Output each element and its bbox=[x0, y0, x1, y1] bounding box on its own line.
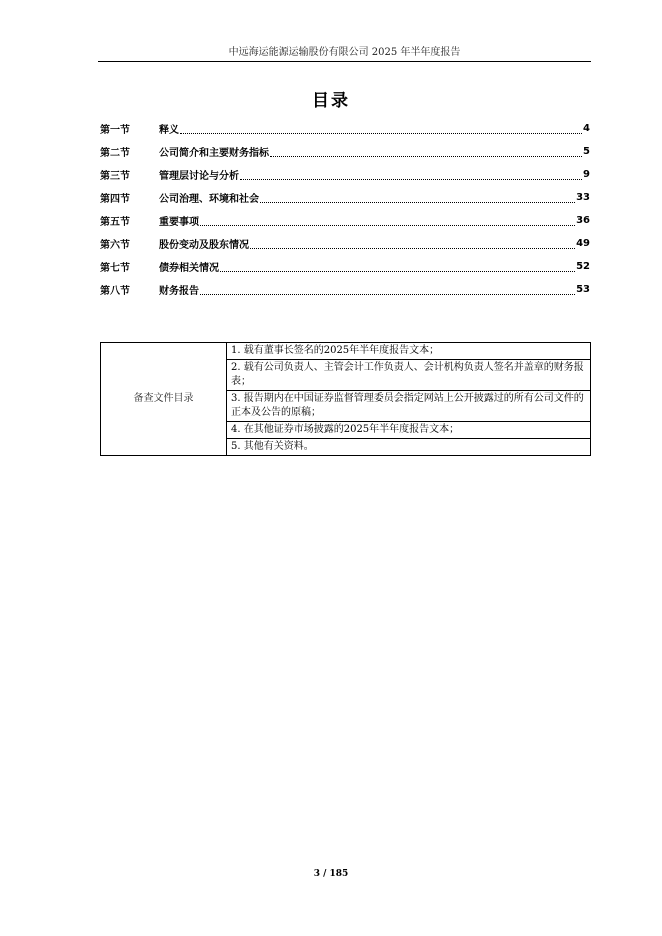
toc-section-title: 债券相关情况 bbox=[159, 263, 219, 274]
toc-leader-dots bbox=[220, 262, 575, 272]
reference-files-table bbox=[100, 342, 591, 456]
toc-leader-dots bbox=[260, 193, 575, 203]
reference-file-item: 5. 其他有关资料。 bbox=[227, 439, 591, 456]
toc-entry[interactable] bbox=[100, 255, 590, 278]
toc-entry[interactable] bbox=[100, 186, 590, 209]
reference-file-item: 3. 报告期内在中国证券监督管理委员会指定网站上公开披露过的所有公司文件的正本及公告的原稿； bbox=[227, 391, 591, 422]
toc-leader-dots bbox=[200, 285, 575, 295]
toc-leader-dots bbox=[270, 147, 582, 157]
toc-section-number: 第四节 bbox=[100, 194, 130, 205]
toc-page-number: 4 bbox=[583, 123, 590, 134]
page-header: 中远海运能源运输股份有限公司 2025 年半年度报告 bbox=[228, 47, 461, 58]
page-title: 目录 bbox=[312, 91, 350, 111]
toc-section-number: 第六节 bbox=[100, 240, 130, 251]
toc-entry[interactable] bbox=[100, 140, 590, 163]
toc-entry[interactable] bbox=[100, 278, 590, 301]
toc-leader-dots bbox=[240, 170, 582, 180]
toc-page-number: 36 bbox=[576, 215, 590, 226]
toc-section-title: 股份变动及股东情况 bbox=[159, 240, 249, 251]
reference-files-label: 备查文件目录 bbox=[101, 343, 227, 456]
reference-file-item: 2. 载有公司负责人、主管会计工作负责人、会计机构负责人签名并盖章的财务报表； bbox=[227, 360, 591, 391]
toc-leader-dots bbox=[180, 124, 582, 134]
toc-page-number: 33 bbox=[576, 192, 590, 203]
toc-section-number: 第二节 bbox=[100, 148, 130, 159]
toc-page-number: 9 bbox=[583, 169, 590, 180]
toc-section-title: 管理层讨论与分析 bbox=[159, 171, 239, 182]
table-row bbox=[101, 343, 591, 360]
toc-section-number: 第一节 bbox=[100, 125, 130, 136]
toc-section-number: 第三节 bbox=[100, 171, 130, 182]
toc-section-number: 第八节 bbox=[100, 286, 130, 297]
toc-entry[interactable] bbox=[100, 232, 590, 255]
reference-file-item: 4. 在其他证券市场披露的2025年半年度报告文本； bbox=[227, 422, 591, 439]
toc-page-number: 52 bbox=[576, 261, 590, 272]
toc-entry[interactable] bbox=[100, 209, 590, 232]
toc-page-number: 49 bbox=[576, 238, 590, 249]
header-divider bbox=[98, 61, 591, 62]
toc-section-title: 公司简介和主要财务指标 bbox=[159, 148, 269, 159]
toc-section-title: 重要事项 bbox=[159, 217, 199, 228]
toc-page-number: 5 bbox=[583, 146, 590, 157]
reference-file-item: 1. 载有董事长签名的2025年半年度报告文本； bbox=[227, 343, 591, 360]
toc-section-number: 第五节 bbox=[100, 217, 130, 228]
toc-section-title: 财务报告 bbox=[159, 286, 199, 297]
toc-entry[interactable] bbox=[100, 117, 590, 140]
toc-page-number: 53 bbox=[576, 284, 590, 295]
toc-section-title: 释义 bbox=[159, 125, 179, 136]
table-of-contents bbox=[100, 117, 590, 301]
toc-leader-dots bbox=[200, 216, 575, 226]
toc-section-title: 公司治理、环境和社会 bbox=[159, 194, 259, 205]
toc-section-number: 第七节 bbox=[100, 263, 130, 274]
page-number-indicator: 3 / 185 bbox=[313, 869, 349, 879]
toc-leader-dots bbox=[250, 239, 575, 249]
toc-entry[interactable] bbox=[100, 163, 590, 186]
